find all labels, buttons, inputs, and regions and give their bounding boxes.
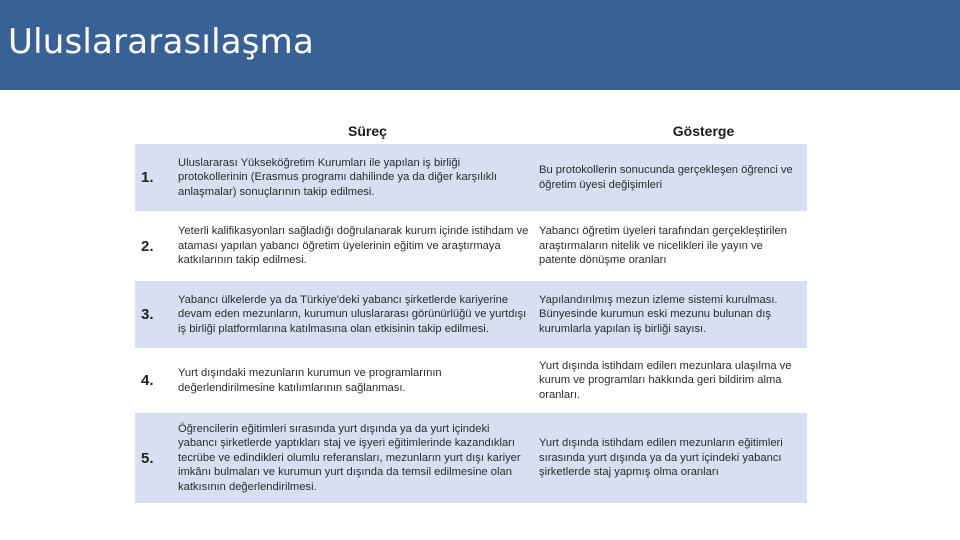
table-row (135, 281, 807, 349)
row-surec: Yeterli kalifikasyonları sağladığı doğrulanarak kurum içinde istihdam ve ataması yapılan yabancı öğretim üyelerinin eğitim ve araştırmaya katkılarının takip edilmesi. (178, 225, 529, 267)
row-surec: Yurt dışındaki mezunların kurumun ve programlarının değerlendirilmesine katılımlarının sağlanması. (178, 366, 442, 394)
table-row (135, 413, 807, 504)
row-gosterge: Yapılandırılmış mezun izleme sistemi kurulması. Bünyesinde kurumun eski mezunu bulunan dış kurumlarla yapılan iş birliği sayısı. (539, 293, 778, 335)
slide-title: Uluslararasılaşma (8, 22, 315, 62)
row-gosterge: Yurt dışında istihdam edilen mezunlara ulaşılma ve kurum ve programları hakkında geri bildirim alma oranları. (539, 359, 792, 401)
row-number: 5. (141, 449, 154, 467)
row-gosterge: Yabancı öğretim üyeleri tarafından gerçekleştirilen araştırmaların nitelik ve nicelikleri ile yayın ve patente dönüşme oranları (539, 225, 787, 267)
title-bar (0, 0, 960, 90)
row-surec: Uluslararası Yükseköğretim Kurumları ile yapılan iş birliği protokollerinin (Erasmus programı dahilinde ya da diğer karşılıklı anlaşmalar) sonuçlarının takip edilmesi. (178, 156, 497, 198)
row-number: 2. (141, 237, 154, 255)
row-surec: Yabancı ülkelerde ya da Türkiye'deki yabancı şirketlerde kariyerine devam eden mezunların, kurumun uluslararası görünürlüğü ve yurtdışı iş birliği platformlarına katılmasına olan etkisinin takip edilmesi. (178, 293, 527, 335)
process-indicator-table (135, 118, 807, 504)
table-row (135, 212, 807, 281)
header-gosterge: Gösterge (672, 123, 735, 139)
header-surec: Süreç (348, 123, 387, 139)
table-row (135, 349, 807, 413)
row-number: 4. (141, 372, 154, 389)
row-gosterge: Bu protokollerin sonucunda gerçekleşen öğrenci ve öğretim üyesi değişimleri (539, 163, 793, 191)
table-row (135, 144, 807, 212)
row-number: 1. (141, 169, 154, 186)
row-gosterge: Yurt dışında istihdam edilen mezunların eğitimleri sırasında yurt dışında ya da yurt içindeki yabancı şirketlerde staj yapmış olma oranları (539, 437, 783, 479)
row-surec: Öğrencilerin eğitimleri sırasında yurt dışında ya da yurt içindeki yabancı şirketlerde yaptıkları staj ve işyeri eğitimlerinde kazandıkları tecrübe ve edindikleri olumlu referansları, mezunların yurt dışı kariyer imkânı bulmaları ve kurumun yurt dışında da temsil edilmesine olan katkısının değerlendirilmesi. (178, 422, 521, 493)
table-header-row (135, 118, 807, 144)
row-number: 3. (141, 306, 154, 323)
